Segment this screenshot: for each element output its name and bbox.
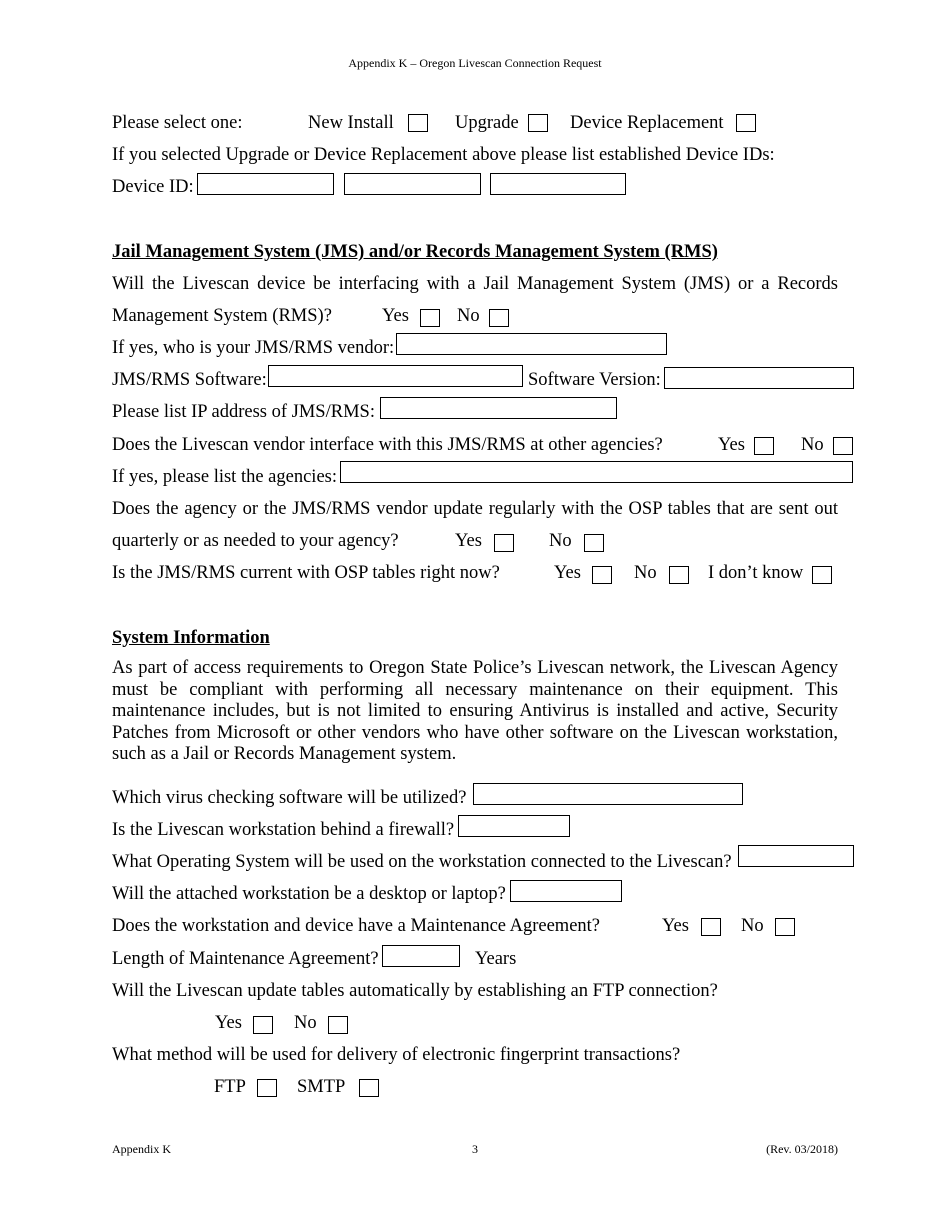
ip-address-field[interactable] xyxy=(380,397,617,419)
jms-section-heading: Jail Management System (JMS) and/or Records Management System (RMS) xyxy=(112,242,718,262)
delivery-smtp-checkbox[interactable] xyxy=(359,1079,379,1097)
jms-interface-no-checkbox[interactable] xyxy=(489,309,509,327)
ftp-update-question: Will the Livescan update tables automatically by establishing an FTP connection? xyxy=(112,981,718,1001)
device-ids-note: If you selected Upgrade or Device Replacement above please list established Device IDs: xyxy=(112,145,775,165)
software-label: JMS/RMS Software: xyxy=(112,370,267,390)
maintenance-yes-checkbox[interactable] xyxy=(701,918,721,936)
agencies-label: If yes, please list the agencies: xyxy=(112,467,337,487)
new-install-label: New Install xyxy=(308,113,394,133)
desktop-laptop-field[interactable] xyxy=(510,880,622,902)
device-id-field-1[interactable] xyxy=(197,173,334,195)
software-version-label: Software Version: xyxy=(528,370,661,390)
osp-current-no-checkbox[interactable] xyxy=(669,566,689,584)
software-field[interactable] xyxy=(268,365,523,387)
new-install-checkbox[interactable] xyxy=(408,114,428,132)
virus-software-question: Which virus checking software will be utilized? xyxy=(112,788,467,808)
maintenance-yes-label: Yes xyxy=(662,916,689,936)
osp-update-question-line2: quarterly or as needed to your agency? xyxy=(112,531,399,551)
jms-interface-question-line2: Management System (RMS)? xyxy=(112,306,332,326)
vendor-field[interactable] xyxy=(396,333,667,355)
other-agencies-no-checkbox[interactable] xyxy=(833,437,853,455)
osp-update-yes-checkbox[interactable] xyxy=(494,534,514,552)
vendor-label: If yes, who is your JMS/RMS vendor: xyxy=(112,338,395,358)
maintenance-length-question: Length of Maintenance Agreement? xyxy=(112,949,379,969)
software-version-field[interactable] xyxy=(664,367,854,389)
maintenance-agreement-question: Does the workstation and device have a Maintenance Agreement? xyxy=(112,916,601,936)
upgrade-label: Upgrade xyxy=(455,113,519,133)
ip-address-label: Please list IP address of JMS/RMS: xyxy=(112,402,375,422)
maintenance-no-label: No xyxy=(741,916,764,936)
firewall-field[interactable] xyxy=(458,815,570,837)
firewall-question: Is the Livescan workstation behind a firewall? xyxy=(112,820,455,840)
osp-update-no-label: No xyxy=(549,531,572,551)
select-one-label: Please select one: xyxy=(112,113,243,133)
virus-software-field[interactable] xyxy=(473,783,743,805)
ftp-update-yes-checkbox[interactable] xyxy=(253,1016,273,1034)
years-label: Years xyxy=(475,949,517,969)
agencies-field[interactable] xyxy=(340,461,853,483)
other-agencies-question: Does the Livescan vendor interface with this JMS/RMS at other agencies? xyxy=(112,435,663,455)
osp-current-question: Is the JMS/RMS current with OSP tables right now? xyxy=(112,563,500,583)
delivery-ftp-label: FTP xyxy=(214,1077,246,1097)
operating-system-field[interactable] xyxy=(738,845,854,867)
osp-update-no-checkbox[interactable] xyxy=(584,534,604,552)
delivery-method-question: What method will be used for delivery of electronic fingerprint transactions? xyxy=(112,1045,681,1065)
ftp-update-no-checkbox[interactable] xyxy=(328,1016,348,1034)
ftp-update-yes-label: Yes xyxy=(215,1013,242,1033)
maintenance-no-checkbox[interactable] xyxy=(775,918,795,936)
device-replacement-label: Device Replacement xyxy=(570,113,724,133)
device-id-label: Device ID: xyxy=(112,177,194,197)
footer-page-number: 3 xyxy=(472,1142,478,1156)
delivery-ftp-checkbox[interactable] xyxy=(257,1079,277,1097)
other-agencies-yes-checkbox[interactable] xyxy=(754,437,774,455)
osp-current-no-label: No xyxy=(634,563,657,583)
jms-interface-yes-checkbox[interactable] xyxy=(420,309,440,327)
other-agencies-no-label: No xyxy=(801,435,824,455)
system-requirements-paragraph: As part of access requirements to Oregon State Police’s Livescan network, the Livescan Agency must be compliant with performing all necessary maintenance on their equipment. This maintenance includes, but is not limited to ensuring Antivirus is installed and active, Security Patches from Microsoft or other vendors who have other software on the Livescan workstation, such as a Jail or Records Management system. xyxy=(112,658,838,764)
osp-current-yes-checkbox[interactable] xyxy=(592,566,612,584)
delivery-smtp-label: SMTP xyxy=(297,1077,346,1097)
upgrade-checkbox[interactable] xyxy=(528,114,548,132)
jms-interface-yes-label: Yes xyxy=(382,306,409,326)
footer-revision: (Rev. 03/2018) xyxy=(766,1142,838,1156)
device-id-field-2[interactable] xyxy=(344,173,481,195)
footer-appendix: Appendix K xyxy=(112,1142,171,1156)
desktop-laptop-question: Will the attached workstation be a desktop or laptop? xyxy=(112,884,506,904)
osp-update-question-line1: Does the agency or the JMS/RMS vendor update regularly with the OSP tables that are sent out xyxy=(112,499,838,519)
ftp-update-no-label: No xyxy=(294,1013,317,1033)
osp-current-yes-label: Yes xyxy=(554,563,581,583)
osp-current-dont-know-checkbox[interactable] xyxy=(812,566,832,584)
operating-system-question: What Operating System will be used on the workstation connected to the Livescan? xyxy=(112,852,732,872)
other-agencies-yes-label: Yes xyxy=(718,435,745,455)
osp-current-dont-know-label: I don’t know xyxy=(708,563,804,583)
jms-interface-no-label: No xyxy=(457,306,480,326)
system-section-heading: System Information xyxy=(112,628,270,648)
device-replacement-checkbox[interactable] xyxy=(736,114,756,132)
osp-update-yes-label: Yes xyxy=(455,531,482,551)
page-header: Appendix K – Oregon Livescan Connection Request xyxy=(348,56,602,70)
device-id-field-3[interactable] xyxy=(490,173,626,195)
jms-interface-question-line1: Will the Livescan device be interfacing with a Jail Management System (JMS) or a Records xyxy=(112,274,838,294)
maintenance-length-field[interactable] xyxy=(382,945,460,967)
